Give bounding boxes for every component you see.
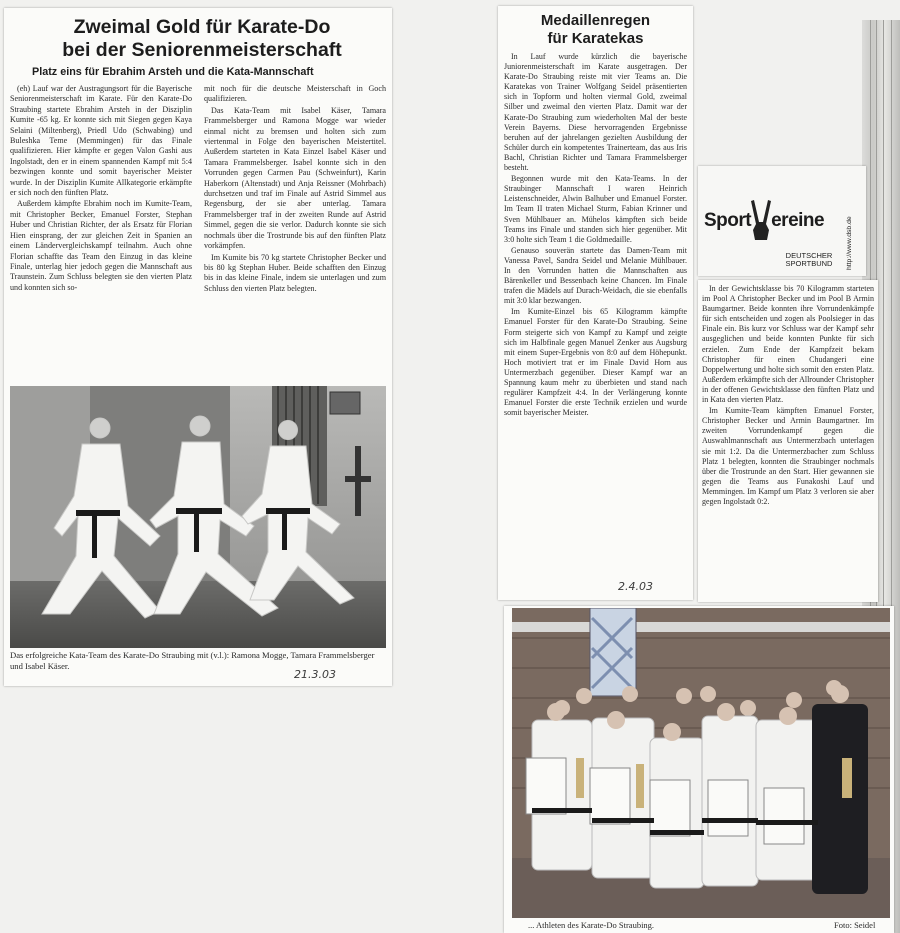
ad-word-vereine: ereine (771, 210, 825, 231)
article2-col3-paragraph: In der Gewichtsklasse bis 70 Kilogramm starteten im Pool A Christopher Becker und im Pool B Armin Baumgartner. Beide konnten ihre Vorrundenkämpfe für sich entscheiden und zogen als Poolsieger in das Finale ein. Bis kurz vor Schluss war der Kampf sehr ausgeglichen und beide konnten Punkte für sich erzielen. Zum Ende der Kampfzeit bekam Christopher für einen Chudangeri eine Doppelwertung und holte sich somit den ersten Platz. Außerdem erkämpfte sich der Allrounder Christopher in der offenen Gewichtsklasse den fünften Platz und in Kata den vierten Platz. (702, 284, 874, 405)
article2-column-2 (702, 284, 874, 598)
article2-handwritten-date: 2.4.03 (618, 580, 653, 593)
article1-col2-paragraph: Das Kata-Team mit Isabel Käser, Tamara Frammelsberger und Ramona Mogge war wieder einmal nicht zu bremsen und holten sich zum viertenmal in Folge den bayerischen Meistertitel. Außerdem starteten in Kata Einzel Isabel Käser und Tamara Frammelsberger. Isabel konnte sich in den Vorrunden gegen Carmen Pau (Schweinfurt), Karin Haberkorn (Altenstadt) und Anja Reissner (Mohrbach) durchsetzen und traf im Finale auf Astrid Simmel aus Regensburg, der sie aber unterlag. Tamara Frammelsberger traf in der zweiten Runde auf Astrid Simmel, gegen die sie verlor. Dadurch konnte sie sich nochmals über die Trostrunde bis auf den fünften Platz vorkämpfen. (204, 105, 386, 251)
kata-team-photo (10, 386, 386, 648)
article2-col3-paragraph: Im Kumite-Team kämpften Emanuel Forster, Christopher Becker und Armin Baumgartner. Im zweiten Vorrundenkampf gegen die Auswahlmannschaft aus Untermerzbach unterlagen sie mit 1:2. Da die Untermerzbacher zum Schluss Platz 1 belegten, konnten die Straubinger nochmals über die Trostrunde an den Start. Hier gewannen sie gegen die Teams aus Funakoshi Lauf und Memmingen. Im Kampf um Platz 3 verloren sie aber gegen Ingolstadt 0:2. (702, 406, 874, 506)
junior-team-photo-image (512, 608, 890, 918)
article1-column-1 (10, 84, 192, 294)
ad-word-sport: Sport (704, 210, 752, 231)
article2-paragraph: Begonnen wurde mit den Kata-Teams. In der Straubinger Mannschaft I waren Heinrich Leistenschneider, Alwin Balhuber und Emanuel Forster. Im Team II traten Michael Sturm, Fabian Krinner und Sven Mühlbauer an. Mühelos kämpften sich beide Teams ins Finale und standen sich hier gegenüber. Mit 3:0 holte sich Team 1 die Goldmedaille. (504, 174, 687, 244)
article1-col1-paragraph: (eh) Lauf war der Austragungsort für die Bayerische Seniorenmeisterschaft im Karate. Für den Karate-Do Straubing startete Ebrahim Arsteh in der Disziplin Kumite -65 kg. Er konnte sich mit Siegen gegen Kaya Selaini (Miltenberg), Priedl Udo (Schwabing) und Buleshka Teme (Memmingen) für das Finale qualifizieren. Hier kämpfte er gegen Valon Gashi aus Ingolstadt, den er in einem spannenden Kampf mit 5:4 bezwingen konnte und somit bayerischer Meister wurde. In der Disziplin Kumite Allkategorie erkämpfte er sich noch den fünften Platz. (10, 84, 192, 198)
article2-headline-line1: Medaillenregen (540, 12, 651, 29)
article-clipping-seniors (4, 8, 392, 686)
ad-org-name (774, 252, 844, 268)
photo-credit: Foto: Seidel (834, 920, 876, 930)
ad-wordmark (704, 200, 824, 240)
article1-body (10, 84, 388, 388)
article1-headline-line1: Zweimal Gold für Karate-Do (73, 16, 331, 38)
article1-col1-paragraph: Außerdem kämpfte Ebrahim noch im Kumite-Team, mit Christopher Becker, Emanuel Forster, Stephan Huber und Christian Richter, der als Ersatz für Florian Hien einsprang, der zur gleichen Zeit in Spanien an einem Ländervergleichskampf teilnahm. Auch ohne Florian schaffte das Team den Einzug in das kleine Finale, unterlag hier jedoch gegen die Mannschaft aus Traunstein. Zum Schluss belegten sie den vierten Platz und konnten sich so- (10, 199, 192, 292)
article-clipping-juniors (498, 6, 693, 600)
article1-headline (16, 16, 388, 62)
article2-paragraph: Im Kumite-Einzel bis 65 Kilogramm kämpfte Emanuel Forster für den Karate-Do Straubing. Seine Form steigerte sich von Kampf zu Kampf und zeigte sich im Halbfinale gegen Manuel Zenker aus Augsburg mit einem Super-Ergebnis von 8:0 auf dem Höhepunkt. Hoch motiviert trat er im Finale David Horn aus Untermerzbach gegenüber. Dieser Kampf war an Spannung kaum mehr zu überbieten und stand nach regulärer Kampfzeit 4:4. In der Verlängerung konnte Emanuel Forster die erste Technik erzielen und wurde somit bayerischer Meister. (504, 307, 687, 418)
junior-team-photo-clip (504, 606, 894, 933)
article1-photo-caption: Das erfolgreiche Kata-Team des Karate-Do Straubing mit (v.l.): Ramona Mogge, Tamara Frammelsberger und Isabel Käser. (10, 650, 375, 671)
article2-headline-line2: für Karatekas (547, 30, 644, 47)
article2-continuation (698, 280, 878, 602)
article1-col2-paragraph: mit noch für die deutsche Meisterschaft in Goch qualifizieren. (204, 84, 386, 104)
sportvereine-ad (698, 166, 866, 276)
article2-paragraph: Genauso souverän startete das Damen-Team mit Vanessa Pavel, Sandra Seidel und Melanie Mühlbauer. In den Vorrunden hatten die Mannschaften aus Bärenkeller und Bessenbach keine Chancen. Im Finale trafen die Mädels auf Durach-Weidach, die sie ebenfalls mit 3:0 klar bezwangen. (504, 245, 687, 306)
article1-col2-paragraph: Im Kumite bis 70 kg startete Christopher Becker und bis 80 kg Stephan Huber. Beide schafften den Einzug bis in das kleine Finale, indem sie unterlagen und zum Schluss den vierten Platz belegten. (204, 252, 386, 293)
ad-org-line2: SPORTBUND (785, 259, 833, 268)
victory-hand-icon (751, 200, 771, 240)
article1-column-2 (204, 84, 386, 295)
ad-url: http://www.dsb.de (846, 216, 853, 270)
article2-paragraph: In Lauf wurde kürzlich die bayerische Juniorenmeisterschaft im Karate ausgetragen. Der Karate-Do Straubing reiste mit vier Teams an. Die Karatekas von Trainer Wolfgang Seidel präsentierten sich in Topform und holten viermal Gold, zweimal Silber und zweimal den vierten Platz. Damit war der Karate-Do Straubing zum wiederholten Mal der beste Verein Bayerns. Diese hervorragenden Ergebnisse beruhen auf der jahrelangen gezielten Ausbildung der Schüler durch ein kompetentes Trainerteam, das aus Iris Bachl, Christian Richter und Tamara Frammelsberger besteht. (504, 52, 687, 173)
article2-column-1 (504, 52, 687, 584)
article1-headline-line2: bei der Seniorenmeisterschaft (62, 39, 342, 61)
article1-handwritten-date: 21.3.03 (294, 668, 336, 681)
article2-headline (498, 12, 693, 48)
article1-subheadline: Platz eins für Ebrahim Arsteh und die Kata-Mannschaft (32, 66, 314, 78)
kata-team-photo-image (10, 386, 386, 648)
ad-org-line1: DEUTSCHER (785, 251, 833, 260)
article2-photo-caption: ... Athleten des Karate-Do Straubing. (528, 920, 655, 930)
junior-team-photo (512, 608, 890, 918)
